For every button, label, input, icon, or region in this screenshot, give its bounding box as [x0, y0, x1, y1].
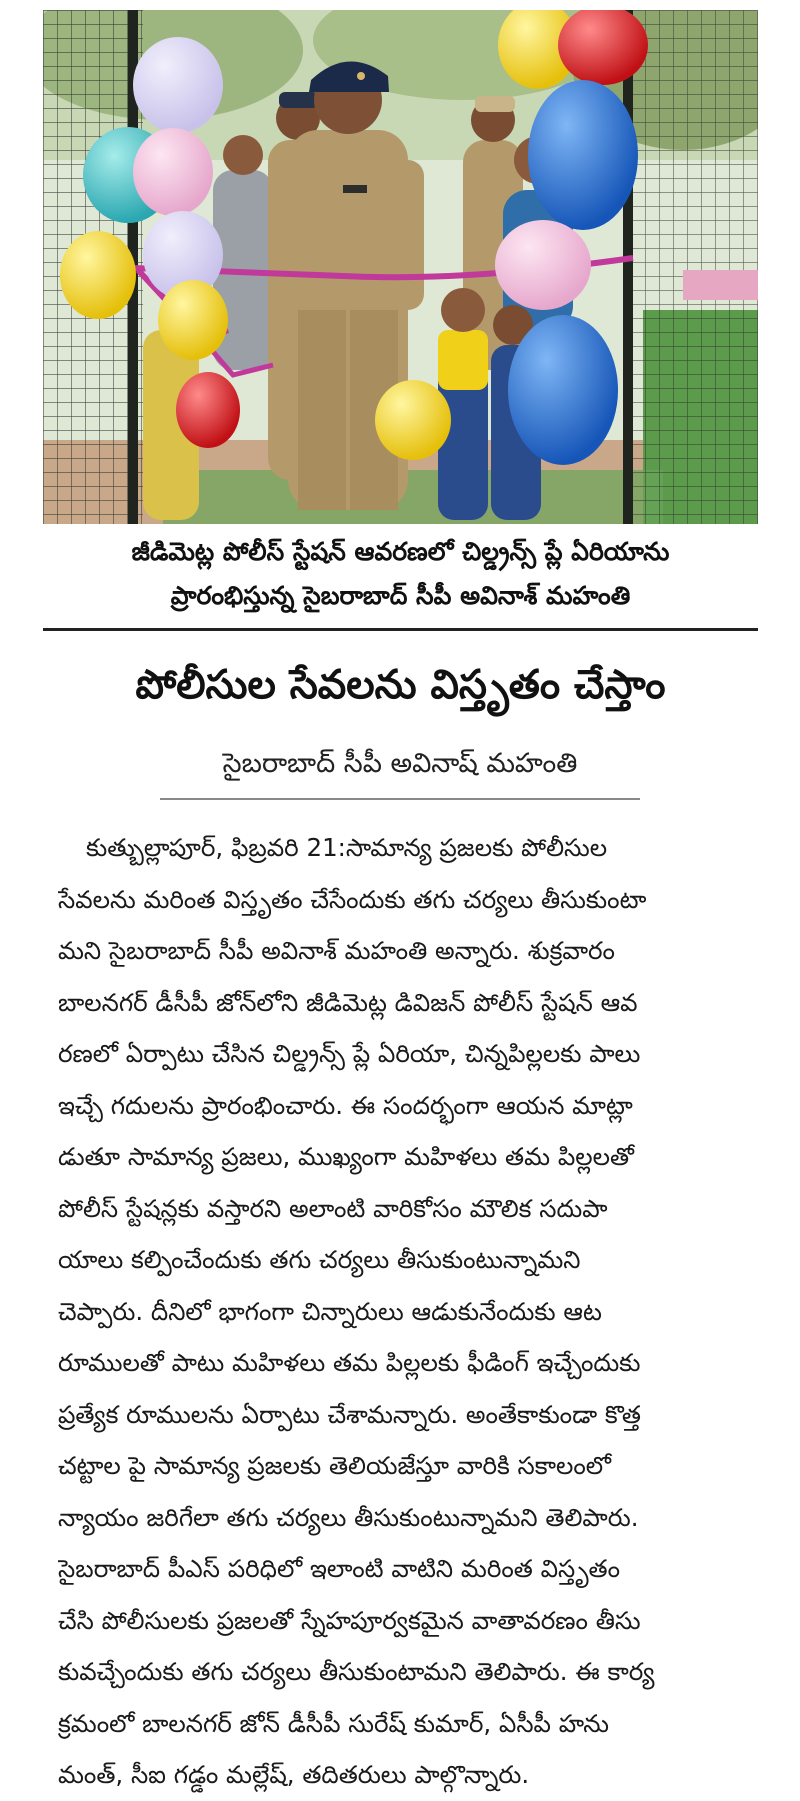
- article-line: క్రమంలో బాలనగర్ జోన్ డీసీపీ సురేష్ కుమార్, ఏసీపీ హను: [58, 1708, 609, 1738]
- article-line: సైబరాబాద్ పీఎస్ పరిధిలో ఇలాంటి వాటిని మరింత విస్తృతం: [58, 1554, 621, 1583]
- article-line: సేవలను మరింత విస్తృతం చేసేందుకు తగు చర్యలు తీసుకుంటా: [58, 884, 647, 914]
- photo-caption: [43, 530, 758, 618]
- article-line: కుత్బుల్లాపూర్, ఫిబ్రవరి 21:సామాన్య ప్రజలకు పోలీసుల: [86, 833, 608, 862]
- article-line: చెప్పారు. దీనిలో భాగంగా చిన్నారులు ఆడుకునేందుకు ఆట: [58, 1296, 602, 1326]
- caption-line-1: జీడిమెట్ల పోలీస్ స్టేషన్ ఆవరణలో చిల్డ్రన్స్ ప్లే ఏరియాను: [131, 537, 670, 566]
- article-line: మంత్, సీఐ గడ్డం మల్లేష్, తదితరులు పాల్గొన్నారు.: [58, 1760, 530, 1789]
- article-line: న్యాయం జరిగేలా తగు చర్యలు తీసుకుంటున్నామని తెలిపారు.: [58, 1502, 639, 1532]
- article-line: చట్టాల పై సామాన్య ప్రజలకు తెలియజేస్తూ వారికి సకాలంలో: [58, 1451, 611, 1480]
- article-line: యాలు కల్పించేందుకు తగు చర్యలు తీసుకుంటున్నామని: [58, 1245, 581, 1274]
- headline: పోలీసుల సేవలను విస్తృతం చేస్తాం: [135, 662, 666, 708]
- section-divider: [43, 628, 758, 631]
- article-line: బాలనగర్ డీసీపీ జోన్‌లోని జీడిమెట్ల డివిజన్ పోలీస్ స్టేషన్ ఆవ: [58, 987, 638, 1017]
- fence-mesh-right: [633, 10, 758, 524]
- byline: సైబరాబాద్ సీపీ అవినాష్ మహంతి: [222, 748, 578, 779]
- byline-underline: [160, 798, 640, 800]
- news-photo: [43, 10, 758, 524]
- article-line: ఇచ్చే గదులను ప్రారంభించారు. ఈ సందర్భంగా ఆయన మాట్లా: [58, 1090, 633, 1120]
- article-body: [58, 822, 758, 1801]
- article-line: ప్రత్యేక రూములను ఏర్పాటు చేశామన్నారు. అంతేకాకుండా కొత్త: [58, 1399, 641, 1429]
- article-line: కువచ్చేందుకు తగు చర్యలు తీసుకుంటామని తెలిపారు. ఈ కార్య: [58, 1657, 655, 1686]
- article-line: మని సైబరాబాద్ సీపీ అవినాశ్ మహంతి అన్నారు. శుక్రవారం: [58, 936, 615, 965]
- article-line: రణలో ఏర్పాటు చేసిన చిల్డ్రన్స్ ప్లే ఏరియా, చిన్నపిల్లలకు పాలు: [58, 1039, 641, 1068]
- article-line: చేసి పోలీసులకు ప్రజలతో స్నేహపూర్వకమైన వాతావరణం తీసు: [58, 1605, 641, 1635]
- article-line: డుతూ సామాన్య ప్రజలు, ముఖ్యంగా మహిళలు తమ పిల్లలతో: [58, 1142, 634, 1171]
- article-line: పోలీస్ స్టేషన్లకు వస్తారని అలాంటి వారికోసం మౌలిక సదుపా: [58, 1193, 608, 1223]
- article-line: రూములతో పాటు మహిళలు తమ పిల్లలకు ఫీడింగ్ ఇచ్చేందుకు: [58, 1348, 641, 1377]
- caption-line-2: ప్రారంభిస్తున్న సైబరాబాద్ సీపీ అవినాశ్ మహంతి: [170, 581, 631, 610]
